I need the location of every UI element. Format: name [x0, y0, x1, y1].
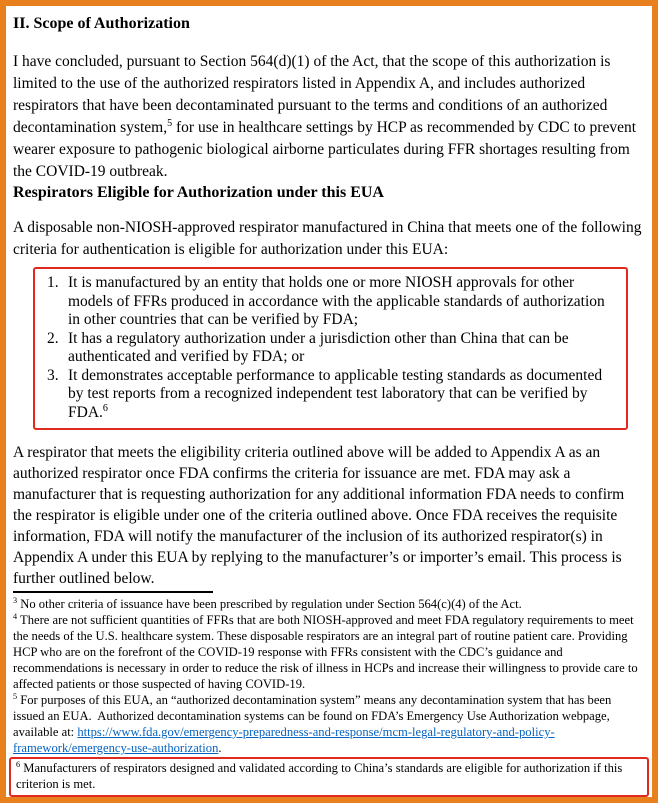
- criteria-item-text-body: It demonstrates acceptable performance to applicable testing standards as documented by test reports from a recognized independent test laboratory that can be verified by FDA.: [68, 366, 603, 421]
- footnote-3-text: No other criteria of issuance have been prescribed by regulation under Section 564(c)(4) of the Act.: [20, 597, 522, 611]
- footnote-4-marker: 4: [13, 611, 18, 621]
- criteria-item: [47, 330, 616, 367]
- criteria-item-number: 1.: [47, 274, 59, 291]
- footnote-6-highlight-box: [9, 757, 649, 797]
- footnote-4: [13, 612, 645, 692]
- footnote-6-text: Manufacturers of respirators designed and validated according to China’s standards are eligible for authorization if this criterion is met.: [16, 761, 626, 791]
- criteria-item-text: [68, 367, 616, 423]
- footnote-5-text: For purposes of this EUA, an “authorized decontamination system” means any decontamination system that has been issued an EUA. Authorized decontamination systems can be found on FDA’s Emergency Use Authorization webpage, available at:: [13, 693, 615, 739]
- criteria-item-text: It is manufactured by an entity that holds one or more NIOSH approvals for other models of FFRs produced in accordance with the applicable standards of authorization in other countries that can be verified by FDA;: [68, 274, 605, 328]
- footnote-5-marker: 5: [13, 691, 18, 701]
- footnote-separator: [13, 591, 213, 593]
- footnote-ref-6: 6: [102, 402, 108, 414]
- paragraph-scope-text-cont: for use in healthcare settings by HCP as recommended by CDC to prevent wearer exposure to pathogenic biological airborne particulates during FFR shortages resulting from the COVID-19 outbreak.: [13, 119, 637, 180]
- paragraph-eligibility: A disposable non-NIOSH-approved respirator manufactured in China that meets one of the following criteria for authentication is eligible for authorization under this EUA:: [13, 219, 642, 258]
- fda-eua-webpage-link[interactable]: https://www.fda.gov/emergency-preparedness-and-response/mcm-legal-regulatory-and-policy-framework/emergency-use-authorization: [13, 725, 555, 755]
- criteria-item: [47, 274, 616, 330]
- footnote-5: [13, 692, 645, 756]
- footnote-3: [13, 596, 645, 612]
- footnote-3-marker: 3: [13, 595, 18, 605]
- footnote-4-text: There are not sufficient quantities of FFRs that are both NIOSH-approved and meet FDA regulatory requirements to meet the needs of the U.S. healthcare system. These disposable respirators are an integral part of routine patient care. Providing HCP who are on the forefront of the COVID-19 response with FFRs consistent with the CDC’s guidance and recommendations is necessary in order to reduce the risk of illness in HCPs and increase their willingness to provide care to affected patients or those suspected of having COVID-19.: [13, 613, 641, 691]
- footnote-6: [16, 760, 642, 792]
- footnote-ref-5: 5: [167, 117, 173, 129]
- criteria-item-number: 2.: [47, 329, 59, 347]
- section-heading: II. Scope of Authorization: [13, 15, 190, 32]
- criteria-item-number: 3.: [47, 366, 59, 384]
- paragraph-scope: [13, 51, 645, 183]
- paragraph-process: A respirator that meets the eligibility criteria outlined above will be added to Appendix A as an authorized respirator once FDA confirms the criteria for issuance are met. FDA may ask a manufacturer that is requesting authorization for any additional information FDA needs to confirm the respirator is eligible under one of the criteria outlined above. Once FDA receives the requisite information, FDA will notify the manufacturer of the inclusion of its authorized respirator(s) in Appendix A under this EUA by replying to the manufacturer’s or importer’s email. This process is further outlined below.: [13, 444, 625, 587]
- subsection-heading: Respirators Eligible for Authorization under this EUA: [13, 184, 384, 201]
- criteria-highlight-box: [33, 267, 628, 430]
- criteria-item: [47, 367, 616, 423]
- footnote-5-text-end: .: [218, 741, 222, 755]
- footnotes-section: [13, 596, 645, 797]
- footnote-6-marker: 6: [16, 759, 21, 769]
- paragraph-scope-text: I have concluded, pursuant to Section 564(d)(1) of the Act, that the scope of this authorization is limited to the use of the authorized respirators listed in Appendix A, and includes authorized respirators that have been decontaminated pursuant to the terms and conditions of an authorized decontamination system,: [13, 53, 611, 136]
- criteria-item-text: It has a regulatory authorization under a jurisdiction other than China that can be authenticated and verified by FDA; or: [68, 329, 569, 365]
